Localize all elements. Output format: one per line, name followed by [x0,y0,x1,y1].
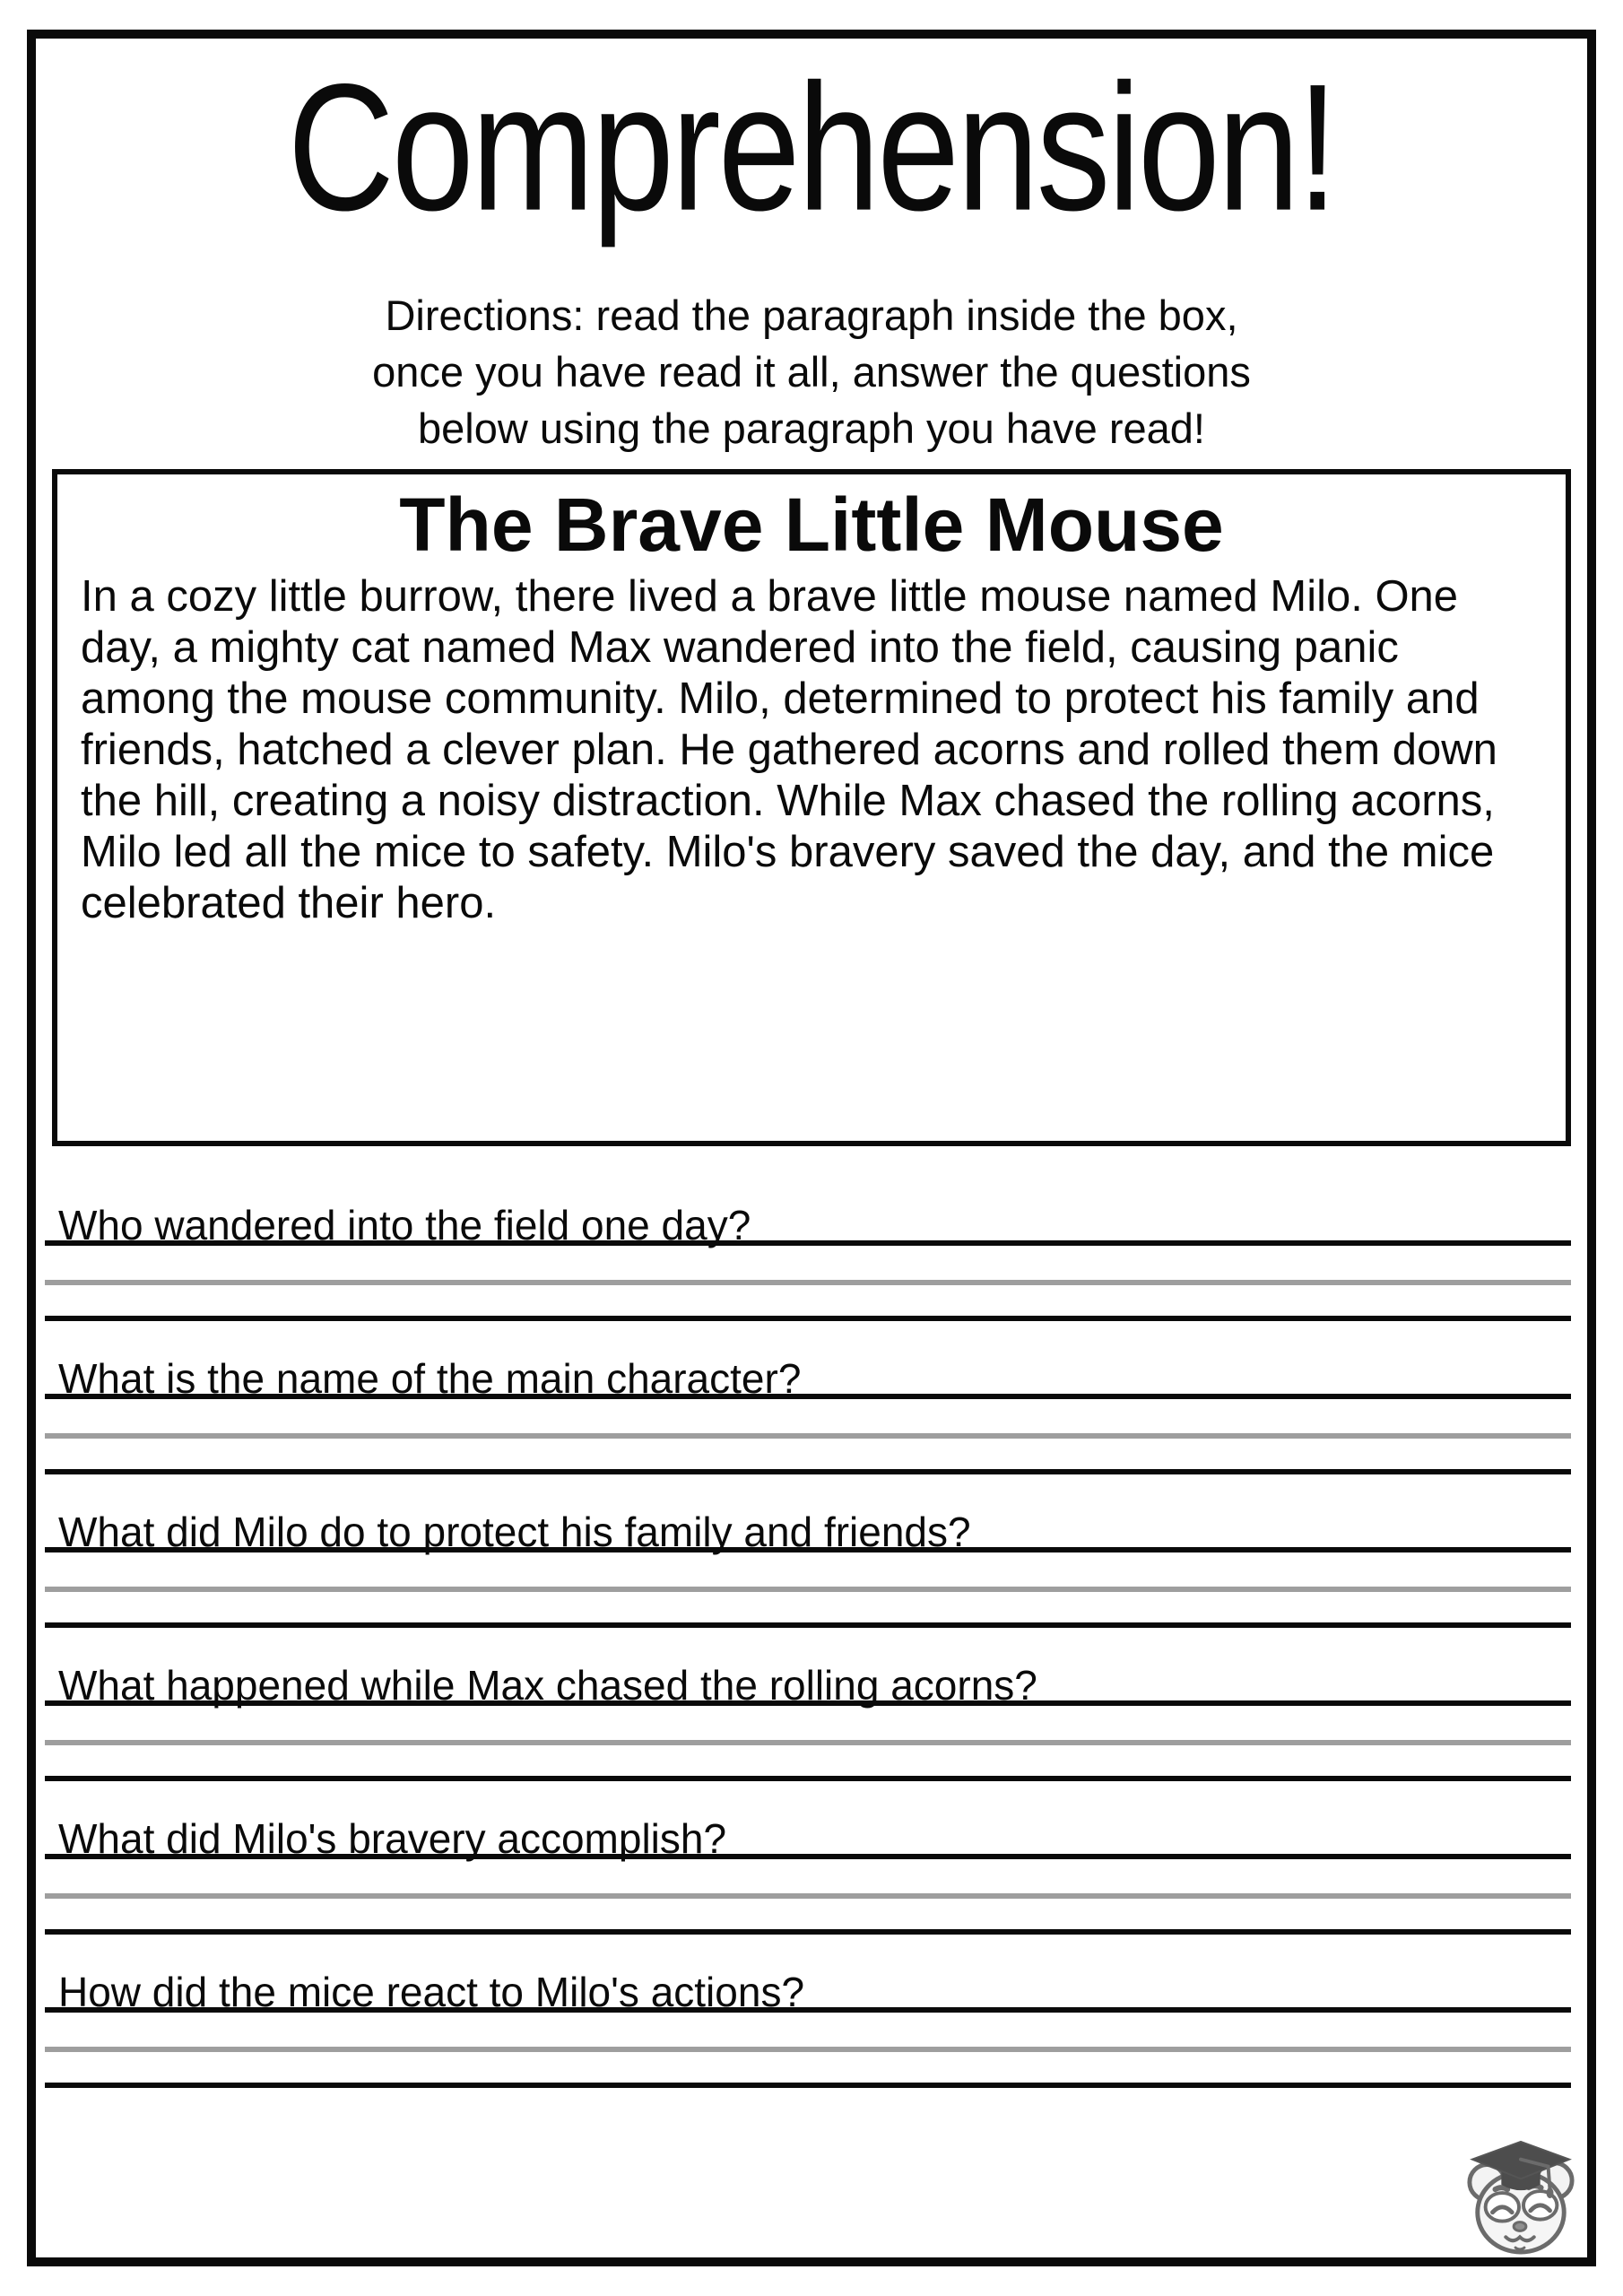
graduate-panda-icon [1463,2135,1578,2258]
question-6-answer-line[interactable] [45,1955,1571,2013]
question-block-4 [45,1648,1571,1781]
question-2-label: What is the name of the main character? [58,1355,802,1402]
directions-line-3: below using the paragraph you have read! [418,404,1205,452]
question-4-answer-line-2[interactable] [45,1740,1571,1745]
worksheet-title: Comprehension! [287,46,1336,248]
question-5-label: What did Milo's bravery accomplish? [58,1815,727,1862]
question-2-answer-line-2[interactable] [45,1433,1571,1439]
question-block-2 [45,1342,1571,1474]
question-5-answer-line-2[interactable] [45,1893,1571,1899]
question-block-1 [45,1188,1571,1321]
question-1-label: Who wandered into the field one day? [58,1202,751,1248]
question-2-answer-line-3[interactable] [45,1469,1571,1474]
question-block-3 [45,1495,1571,1628]
question-3-answer-line-3[interactable] [45,1622,1571,1628]
question-6-answer-line-3[interactable] [45,2083,1571,2088]
passage-text: In a cozy little burrow, there lived a brave little mouse named Milo. One day, a mighty cat named Max wandered into the field, causing panic among the mouse community. Milo, determined to protect his family and friends, hatched a clever plan. He gathered acorns and rolled them down the hill, creating a noisy distraction. While Max chased the rolling acorns, Milo led all the mice to safety. Milo's bravery saved the day, and the mice celebrated their hero. [81,572,1497,928]
question-4-answer-line-3[interactable] [45,1776,1571,1781]
directions-line-1: Directions: read the paragraph inside the box, [385,291,1238,339]
question-5-answer-line-3[interactable] [45,1929,1571,1935]
question-1-answer-line-3[interactable] [45,1316,1571,1321]
question-1-answer-line-2[interactable] [45,1280,1571,1285]
question-4-label: What happened while Max chased the rolling acorns? [58,1662,1037,1709]
question-3-answer-line[interactable] [45,1495,1571,1555]
question-3-label: What did Milo do to protect his family and friends? [58,1509,971,1555]
question-2-answer-line[interactable] [45,1342,1571,1402]
question-4-answer-line[interactable] [45,1648,1571,1709]
directions-line-2: once you have read it all, answer the questions [372,348,1251,396]
question-6-label: How did the mice react to Milo's actions? [58,1969,805,2015]
directions-text [0,287,1623,457]
passage-box [52,469,1571,1146]
question-block-5 [45,1802,1571,1935]
question-block-6 [45,1955,1571,2088]
question-6-answer-line-2[interactable] [45,2047,1571,2052]
question-1-answer-line[interactable] [45,1188,1571,1246]
question-3-answer-line-2[interactable] [45,1587,1571,1592]
passage-title: The Brave Little Mouse [399,483,1224,567]
question-5-answer-line[interactable] [45,1802,1571,1862]
